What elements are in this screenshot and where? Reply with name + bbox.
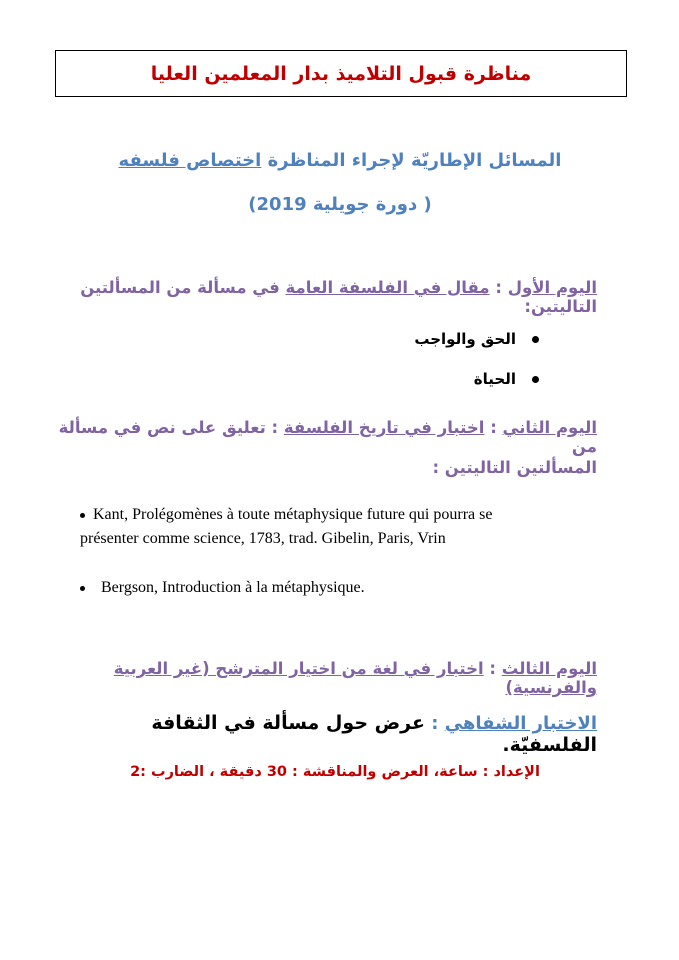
day2-item-text: Kant, Prolégomènes à toute métaphysique future qui pourra se bbox=[93, 506, 493, 523]
prep-line: الإعداد : ساعة، العرض والمناقشة : 30 دقيقة ، الضارب :2 bbox=[130, 764, 540, 780]
day1-heading bbox=[57, 278, 597, 316]
day3-text: اختبار في لغة من اختيار المترشح (غير العربية والفرنسية) bbox=[113, 659, 597, 697]
day1-label: اليوم الأول bbox=[507, 278, 597, 297]
day1-item-text: الحياة bbox=[473, 370, 516, 388]
day1-rest: في مسألة من المسألتين التاليتين: bbox=[80, 278, 597, 316]
day1-item bbox=[239, 330, 539, 348]
day3-sep: : bbox=[483, 659, 502, 678]
day2-topic: اختبار في تاريخ الفلسفة bbox=[283, 418, 485, 437]
oral-text: عرض حول مسألة في الثقافة الفلسفيّة. bbox=[151, 712, 597, 756]
oral-sep: : bbox=[424, 713, 445, 734]
day2-item-bergson bbox=[80, 576, 600, 600]
day1-item-text: الحق والواجب bbox=[414, 330, 516, 348]
bullet-icon bbox=[532, 376, 539, 383]
subtitle-line bbox=[60, 150, 620, 171]
day2-heading bbox=[57, 418, 597, 456]
day3-heading bbox=[57, 659, 597, 697]
oral-line bbox=[57, 712, 597, 756]
day2-item-text-cont: présenter comme science, 1783, trad. Gibelin, Paris, Vrin bbox=[80, 530, 446, 547]
day2-sep: : bbox=[484, 418, 503, 437]
day2-item-kant bbox=[80, 503, 600, 551]
session-line: ( دورة جويلية 2019) bbox=[248, 194, 432, 215]
day1-item bbox=[239, 370, 539, 388]
day2-heading-line2: المسألتين التاليتين : bbox=[432, 458, 597, 477]
bullet-icon bbox=[80, 586, 85, 591]
subtitle-specialty: اختصاص فلسفه bbox=[118, 150, 262, 171]
title-box bbox=[55, 50, 627, 97]
day2-item-text: Bergson, Introduction à la métaphysique. bbox=[101, 579, 365, 596]
day2-label: اليوم الثاني bbox=[502, 418, 597, 437]
day2-rest: : تعليق على نص في مسألة من bbox=[58, 418, 597, 456]
bullet-icon bbox=[80, 513, 85, 518]
page-title: مناظرة قبول التلاميذ بدار المعلمين العليا bbox=[150, 62, 532, 85]
day1-sep: : bbox=[489, 278, 508, 297]
oral-label: الاختبار الشفاهي bbox=[444, 713, 597, 734]
day1-topic: مقال في الفلسفة العامة bbox=[285, 278, 490, 297]
subtitle-prefix: المسائل الإطاريّة لإجراء المناظرة bbox=[267, 150, 562, 171]
day3-label: اليوم الثالث bbox=[501, 659, 597, 678]
bullet-icon bbox=[532, 336, 539, 343]
